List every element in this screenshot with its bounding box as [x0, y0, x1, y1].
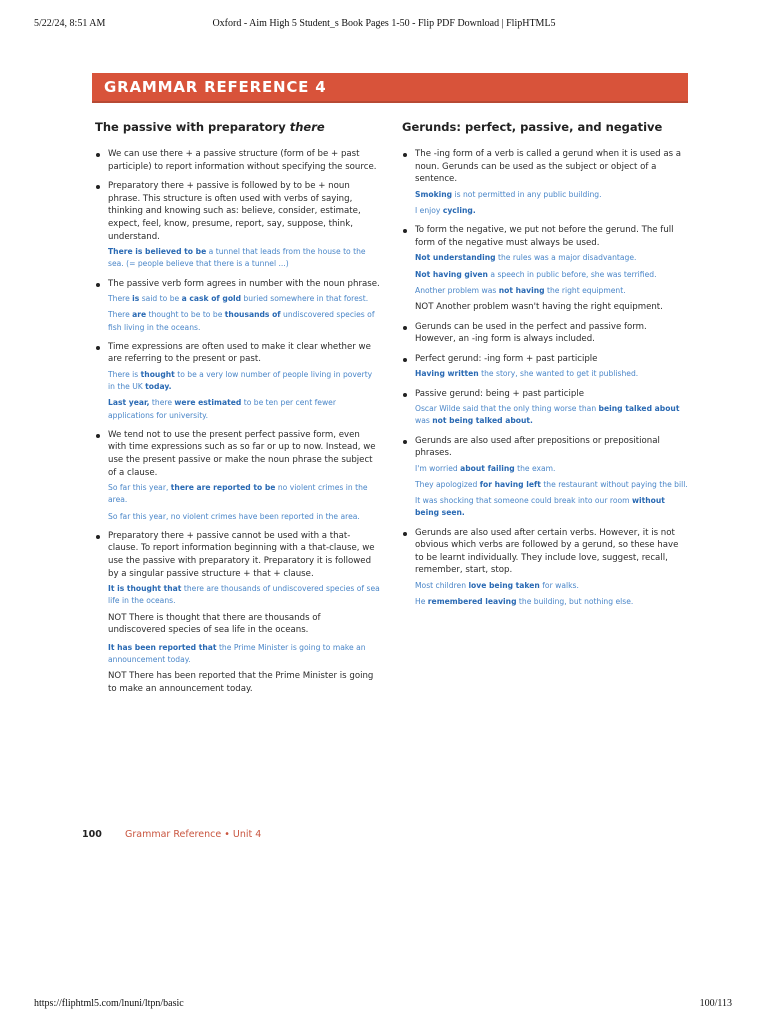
- bullet-icon: [403, 229, 407, 233]
- incorrect-example: NOT There has been reported that the Prime Minister is going to make an announcement today.: [108, 671, 374, 694]
- bullet-icon: [96, 283, 100, 287]
- example-emphasis: is: [132, 294, 140, 304]
- bullet-icon: [96, 153, 100, 157]
- bullet-icon: [403, 440, 407, 444]
- example-sentence: There are thought to be to be thousands of undiscovered species of fish living in the oceans.: [108, 310, 375, 332]
- bullet-icon: [403, 358, 407, 362]
- example-emphasis: being talked about: [598, 404, 680, 414]
- example-emphasis: not being talked about.: [432, 416, 533, 426]
- example-emphasis: not having: [498, 285, 545, 295]
- bullet-icon: [96, 185, 100, 189]
- example-sentence: There is believed to be a tunnel that leads from the house to the sea. (= people believe that there is a tunnel ...): [108, 247, 366, 269]
- left-rule-item: [95, 278, 380, 334]
- rule-text: Gerunds are also used after certain verbs. However, it is not obvious which verbs are followed by a gerund, so these have to be learnt individually. They include love, suggest, recall, remember, start, stop.: [415, 527, 679, 576]
- left-rule-item: [95, 341, 380, 422]
- example-sentence: There is thought to be a very low number of people living in poverty in the UK today.: [108, 369, 373, 392]
- example-emphasis: are: [132, 310, 147, 320]
- left-column: [95, 120, 380, 702]
- example-sentence: I'm worried about failing the exam.: [415, 463, 556, 473]
- print-datetime: 5/22/24, 8:51 AM: [34, 18, 106, 29]
- right-rule-item: [402, 388, 689, 428]
- example-emphasis: were estimated: [174, 398, 242, 408]
- left-rule-list: [95, 148, 380, 695]
- example-emphasis: There is believed to be: [108, 247, 207, 257]
- right-rule-item: [402, 224, 689, 313]
- left-rule-item: [95, 148, 380, 173]
- print-footer: [0, 990, 768, 1024]
- right-rule-item: [402, 321, 689, 346]
- example-emphasis: about failing: [460, 463, 515, 473]
- left-rule-item: [95, 530, 380, 696]
- bullet-icon: [403, 326, 407, 330]
- rule-text: Gerunds are also used after prepositions or prepositional phrases.: [415, 435, 660, 459]
- example-sentence: Oscar Wilde said that the only thing worse than being talked about was not being talked about.: [415, 404, 680, 426]
- example-emphasis: thousands of: [224, 310, 281, 320]
- right-column: [402, 120, 689, 615]
- example-sentence: It has been reported that the Prime Minister is going to make an announcement today.: [108, 642, 366, 664]
- grammar-reference-banner: [92, 73, 688, 101]
- banner-title: GRAMMAR REFERENCE 4: [104, 78, 327, 96]
- example-sentence: There is said to be a cask of gold buried somewhere in that forest.: [108, 294, 369, 304]
- example-emphasis: for having left: [479, 479, 541, 489]
- example-emphasis: there are reported to be: [170, 483, 276, 493]
- bullet-icon: [96, 535, 100, 539]
- left-section-title: The passive with preparatory there: [95, 120, 325, 134]
- example-sentence: It was shocking that someone could break into our room without being seen.: [415, 496, 665, 518]
- rule-text: The passive verb form agrees in number with the noun phrase.: [108, 278, 380, 289]
- example-emphasis: remembered leaving: [427, 597, 517, 607]
- example-emphasis: Having written: [415, 369, 479, 379]
- example-sentence: I enjoy cycling.: [415, 205, 476, 215]
- example-emphasis: thought: [140, 369, 175, 379]
- right-rule-item: [402, 148, 689, 217]
- print-url[interactable]: https://fliphtml5.com/lnuni/ltpn/basic: [34, 998, 184, 1009]
- example-emphasis: Last year,: [108, 398, 150, 408]
- example-emphasis: love being taken: [468, 580, 540, 590]
- bullet-icon: [403, 153, 407, 157]
- example-emphasis: Not having given: [415, 269, 488, 279]
- bullet-icon: [403, 532, 407, 536]
- print-page-count: 100/113: [699, 998, 732, 1009]
- left-rule-item: [95, 429, 380, 523]
- rule-text: Time expressions are often used to make it clear whether we are referring to the present or past.: [108, 341, 371, 365]
- right-rule-item: [402, 435, 689, 520]
- print-title: Oxford - Aim High 5 Student_s Book Pages 1-50 - Flip PDF Download | FlipHTML5: [212, 18, 556, 29]
- example-sentence: So far this year, there are reported to be no violent crimes in the area.: [108, 483, 368, 505]
- example-emphasis: without being seen.: [415, 496, 665, 518]
- rule-text: Preparatory there + passive is followed by to be + noun phrase. This structure is often used with verbs of saying, thinking and knowing such as: believe, consider, estimate, expect, feel, know, presume, report, say, suppose, think, understand.: [108, 181, 361, 242]
- incorrect-example: NOT There is thought that there are thousands of undiscovered species of sea life in the oceans.: [108, 612, 321, 636]
- rule-text: Preparatory there + passive cannot be used with a that-clause. To report information beginning with a that-clause, we use the passive with preparatory it. Preparatory it is followed by a singular passive structure + that + clause.: [108, 530, 375, 579]
- example-sentence: Not understanding the rules was a major disadvantage.: [415, 253, 637, 263]
- example-emphasis: today.: [145, 382, 172, 392]
- rule-text: The -ing form of a verb is called a gerund when it is used as a noun. Gerunds can be used as the subject or object of a sentence.: [415, 149, 682, 185]
- right-rule-list: [402, 148, 689, 608]
- example-sentence: So far this year, no violent crimes have been reported in the area.: [108, 511, 360, 521]
- example-sentence: Not having given a speech in public before, she was terrified.: [415, 269, 657, 279]
- rule-text: We can use there + a passive structure (form of be + past participle) to report information without specifying the source.: [108, 149, 377, 172]
- bullet-icon: [96, 434, 100, 438]
- example-sentence: Having written the story, she wanted to get it published.: [415, 369, 639, 379]
- rule-text: Passive gerund: being + past participle: [415, 388, 585, 399]
- page-footer-label: Grammar Reference • Unit 4: [125, 829, 262, 840]
- rule-text: We tend not to use the present perfect passive form, even with time expressions such as so far or up to now. Instead, we use the present passive or make the noun phrase the subject of a clause.: [108, 429, 376, 478]
- example-emphasis: Smoking: [415, 189, 453, 199]
- example-sentence: Last year, there were estimated to be ten per cent fewer applications for university.: [108, 398, 336, 420]
- bullet-icon: [403, 393, 407, 397]
- bullet-icon: [96, 346, 100, 350]
- example-sentence: Most children love being taken for walks.: [415, 580, 579, 590]
- print-header: [0, 0, 768, 40]
- example-emphasis: It has been reported that: [108, 642, 217, 652]
- right-rule-item: [402, 527, 689, 609]
- example-sentence: He remembered leaving the building, but nothing else.: [415, 597, 634, 607]
- left-rule-item: [95, 180, 380, 270]
- example-emphasis: cycling.: [442, 205, 476, 215]
- example-emphasis: a cask of gold: [181, 294, 242, 304]
- rule-text: To form the negative, we put not before the gerund. The full form of the negative must always be used.: [415, 225, 674, 248]
- right-section-title: Gerunds: perfect, passive, and negative: [402, 120, 663, 134]
- rule-text: Gerunds can be used in the perfect and passive form. However, an -ing form is always included.: [415, 321, 647, 345]
- example-emphasis: Not understanding: [415, 253, 496, 263]
- rule-text: Perfect gerund: -ing form + past participle: [415, 353, 598, 364]
- example-sentence: It is thought that there are thousands of undiscovered species of sea life in the oceans.: [108, 584, 380, 606]
- example-sentence: Smoking is not permitted in any public building.: [415, 189, 602, 199]
- right-rule-item: [402, 353, 689, 381]
- example-sentence: Another problem was not having the right equipment.: [415, 285, 626, 295]
- incorrect-example: NOT Another problem wasn't having the right equipment.: [415, 301, 663, 312]
- example-sentence: They apologized for having left the restaurant without paying the bill.: [415, 479, 688, 489]
- page-number: 100: [82, 829, 102, 840]
- example-emphasis: It is thought that: [108, 584, 182, 594]
